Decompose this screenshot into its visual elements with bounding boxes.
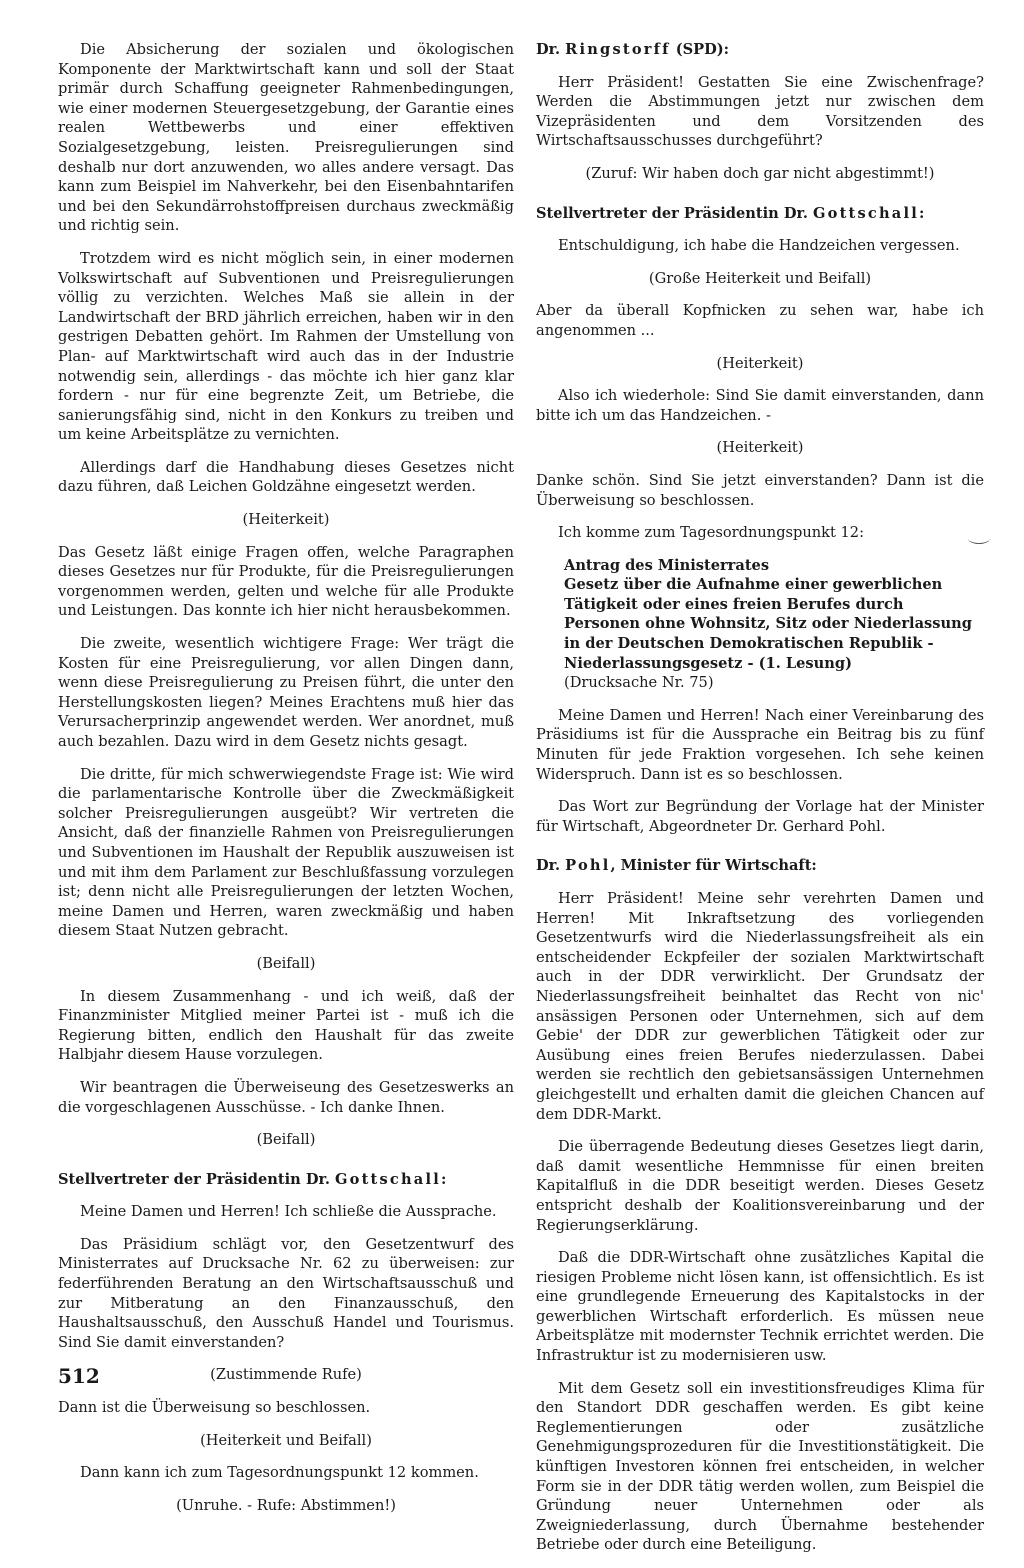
left-column [58,40,514,1528]
agenda-line: Antrag des Ministerrates [564,556,770,574]
speaker-heading [58,1170,514,1190]
paragraph: Mit dem Gesetz soll ein investitionsfreudiges Klima für den Standort DDR geschaffen werden. Es gibt keine Reglementierungen oder zusätzliche Genehmigungsprozeduren für die Investitionstätigkeit. Die künftigen Investoren können frei entscheiden, in welcher Form sie in der DDR tätig werden wollen, zum Beispiel die Gründung neuer Unternehmen oder als Zweigniederlassung, durch Übernahme bestehender Betriebe oder durch eine Beteiligung. [536,1379,984,1554]
speaker-name: Ringstorff [565,41,671,58]
paragraph: Danke schön. Sind Sie jetzt einverstanden? Dann ist die Überweisung so beschlossen. [536,471,984,509]
speaker-prefix: Dr. [536,41,566,58]
paragraph: Allerdings darf die Handhabung dieses Gesetzes nicht dazu führen, daß Leichen Goldzähne eingesetzt werden. [58,458,514,496]
interjection: (Heiterkeit) [716,354,804,372]
interjection: (Heiterkeit und Beifall) [200,1431,372,1449]
paragraph: Herr Präsident! Gestatten Sie eine Zwischenfrage? Werden die Abstimmungen jetzt nur zwischen dem Vizepräsidenten und dem Vorsitzenden des Wirtschaftsausschusses durchgeführt? [536,73,984,150]
paragraph: Die dritte, für mich schwerwiegendste Frage ist: Wie wird die parlamentarische Kontrolle über die Zweckmäßigkeit solcher Preisregulierungen ausgeübt? Wir vertreten die Ansicht, daß der finanzielle Rahmen von Preisregulierungen und Subventionen im Haushalt der Republik auszuweisen ist und mit ihm dem Parlament zur Beschlußfassung vorzulegen ist; denn nicht alle Preisregulierungen der letzten Wochen, meine Damen und Herren, waren zweckmäßig und haben diesem Staat Nutzen gebracht. [58,765,514,940]
interjection: (Heiterkeit) [242,511,330,529]
paragraph: Das Wort zur Begründung der Vorlage hat der Minister für Wirtschaft, Abgeordneter Dr. Gerhard Pohl. [536,798,984,835]
interjection: (Beifall) [256,954,316,972]
speaker-prefix: Dr. [536,857,566,875]
speaker-prefix: Stellvertreter der Präsidentin Dr. [536,204,813,222]
paragraph: Das Präsidium schlägt vor, den Gesetzentwurf des Ministerrates auf Drucksache Nr. 62 zu überweisen: zur federführenden Beratung an den Wirtschaftsausschuß und zur Mitberatung an den Finanzausschuß, den Haushaltsausschuß, den Ausschuß Handel und Tourismus. Sind Sie damit einverstanden? [58,1235,514,1351]
paragraph: Wir beantragen die Überweiseung des Gesetzeswerks an die vorgeschlagenen Ausschüsse. - Ich danke Ihnen. [58,1078,514,1116]
paragraph: Dann ist die Überweisung so beschlossen. [58,1399,371,1417]
speaker-suffix: : [918,204,925,222]
speaker-heading [536,204,984,224]
paragraph: Daß die DDR-Wirtschaft ohne zusätzliches Kapital die riesigen Probleme nicht lösen kann, ist offensichtlich. Es ist eine grundlegende Erneuerung des Kapitalstocks in der gewerblichen Wirtschaft erforderlich. Es müssen neue Arbeitsplätze mit modernster Technik errichtet werden. Die Infrastruktur ist zu modernisieren usw. [536,1249,984,1365]
speaker-suffix: (SPD): [670,41,730,58]
agenda-reference: (Drucksache Nr. 75) [564,674,714,692]
paragraph: Entschuldigung, ich habe die Handzeichen vergessen. [558,237,960,255]
paragraph: Die Absicherung der sozialen und ökologischen Komponente der Marktwirtschaft kann und soll der Staat primär durch Schaffung geeigneter Rahmenbedingungen, wie einer modernen Steuergesetzgebung, der Garantie eines realen Wettbewerbs und einer effektiven Sozialgesetzgebung, leisten. Preisregulierungen sind deshalb nur dort anzuwenden, wo alles andere versagt. Das kann zum Beispiel im Nahverkehr, bei den Eisenbahntarifen und bei den Sekundärrohstoffpreisen durchaus zweckmäßig und richtig sein. [58,41,514,235]
speaker-heading [536,40,984,60]
paragraph: Ich komme zum Tagesordnungspunkt 12: [558,524,864,542]
right-column [536,40,984,1568]
margin-mark [968,533,990,544]
paragraph: Meine Damen und Herren! Nach einer Vereinbarung des Präsidiums ist für die Aussprache ein Beitrag bis zu fünf Minuten für jede Fraktion vorgesehen. Ich sehe keinen Widerspruch. Dann ist es so beschlossen. [536,706,984,783]
interjection: (Heiterkeit) [716,439,804,457]
paragraph: Die überragende Bedeutung dieses Gesetzes liegt darin, daß damit wesentliche Hemmnisse für einen breiten Kapitalfluß in die DDR beseitigt werden. Dieses Gesetz entspricht deshalb der Koalitionsvereinbarung und der Regierungserklärung. [536,1138,984,1234]
paragraph: Also ich wiederhole: Sind Sie damit einverstanden, dann bitte ich um das Handzeichen. - [536,387,984,424]
interjection: (Beifall) [256,1131,316,1149]
paragraph: Meine Damen und Herren! Ich schließe die Aussprache. [80,1203,497,1221]
speaker-name: Pohl [565,857,611,875]
page-number: 512 [58,1364,100,1388]
paragraph: Das Gesetz läßt einige Fragen offen, welche Paragraphen dieses Gesetzes nur für Produkte, für die Preisregulierungen vorgenommen werden, gelten und welche für alle Produkte und Leistungen. Das konnte ich hier nicht herausbekommen. [58,543,514,620]
paragraph: Trotzdem wird es nicht möglich sein, in einer modernen Volkswirtschaft auf Subventionen und Preisregulierungen völlig zu verzichten. Welches Maß sie allein in der Landwirtschaft der BRD jährlich erreichen, haben wir in den gestrigen Debatten gehört. Im Rahmen der Umstellung von Plan- auf Marktwirtschaft wird auch das in der Industrie notwendig sein, allerdings - das möchte ich hier ganz klar fordern - nur für eine begrenzte Zeit, um Betriebe, die sanierungsfähig sind, nicht in den Konkurs zu treiben und um keine Arbeitsplätze zu vernichten. [58,249,514,444]
interjection: (Große Heiterkeit und Beifall) [648,269,872,287]
speaker-heading [536,856,984,876]
paragraph: Die zweite, wesentlich wichtigere Frage: Wer trägt die Kosten für eine Preisregulierung, vor allen Dingen dann, wenn diese Preisregulierung zu Preisen führt, die unter den Herstellungskosten liegen? Meines Erachtens muß hier das Verursacherprinzip angewendet werden. Wer anordnet, muß auch bezahlen. Dazu wird in dem Gesetz nichts gesagt. [58,635,514,750]
agenda-title: Gesetz über die Aufnahme einer gewerblichen Tätigkeit oder eines freien Berufes durch Personen ohne Wohnsitz, Sitz oder Niederlassung in der Deutschen Demokratischen Republik - Niederlassungsgesetz - (1. Lesung) [564,576,972,672]
interjection: (Zustimmende Rufe) [210,1366,362,1384]
interjection: (Zuruf: Wir haben doch gar nicht abgestimmt!) [585,164,935,182]
speaker-name: Gottschall [813,204,919,222]
paragraph: Herr Präsident! Meine sehr verehrten Damen und Herren! Mit Inkraftsetzung des vorliegenden Gesetzentwurfs wird die Niederlassungsfreiheit als ein entscheidender Eckpfeiler der sozialen Marktwirtschaft auch in der DDR verwirklicht. Der Grundsatz der Niederlassungsfreiheit beinhaltet das Recht von nic' ansässigen Personen oder Unternehmen, sich auf dem Gebie' der DDR zur gewerblichen Tätigkeit oder zur Ausübung eines freien Berufes niederzulassen. Dabei werden sie rechtlich den gebietsansässigen Unternehmen gleichgestellt und erhalten damit die gleichen Chancen auf dem DDR-Markt. [536,890,984,1123]
speaker-suffix: , Minister für Wirtschaft: [610,857,817,875]
agenda-item [564,556,984,693]
speaker-prefix: Stellvertreter der Präsidentin Dr. [58,1170,335,1188]
paragraph: Aber da überall Kopfnicken zu sehen war, habe ich angenommen ... [536,302,984,339]
speaker-suffix: : [440,1170,447,1188]
paragraph: In diesem Zusammenhang - und ich weiß, daß der Finanzminister Mitglied meiner Partei ist - muß ich die Regierung bitten, endlich den Haushalt für das zweite Halbjahr diesem Hause vorzulegen. [58,987,514,1064]
interjection: (Unruhe. - Rufe: Abstimmen!) [176,1496,396,1514]
paragraph: Dann kann ich zum Tagesordnungspunkt 12 kommen. [80,1464,479,1482]
speaker-name: Gottschall [335,1170,441,1188]
